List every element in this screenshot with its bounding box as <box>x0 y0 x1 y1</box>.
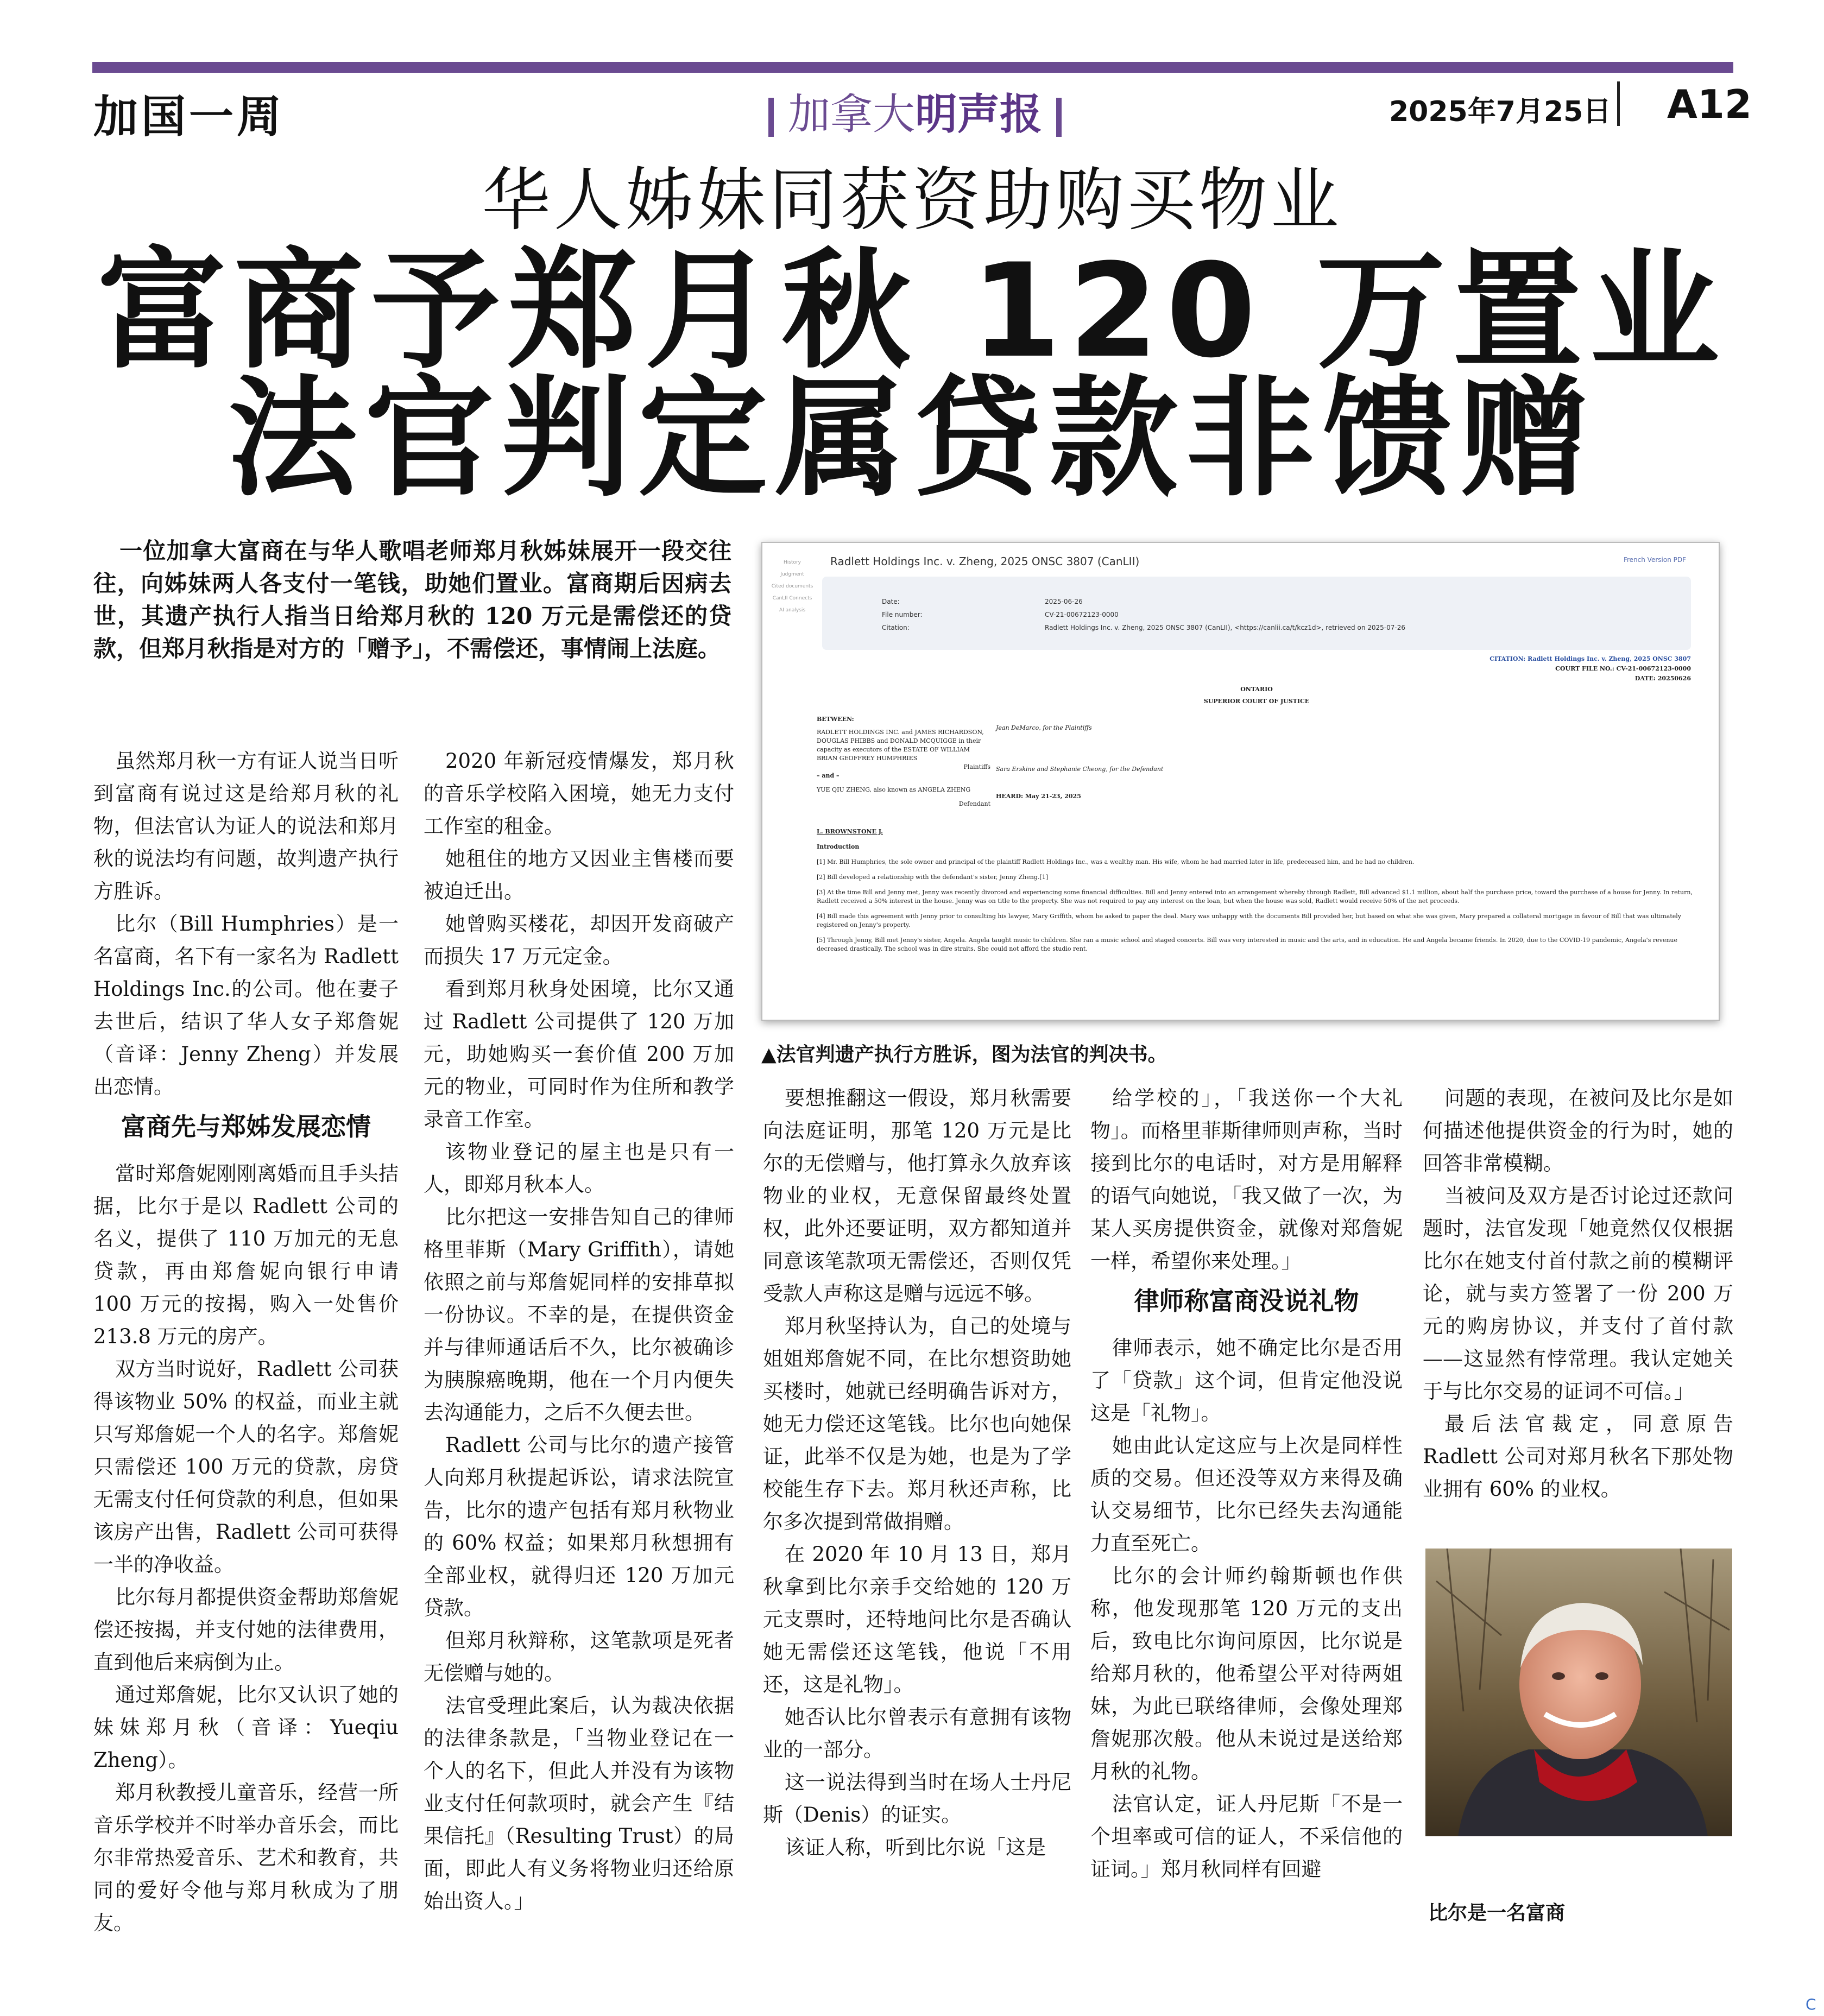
meta-label: Date: <box>882 598 900 605</box>
sidebar-item: AI analysis <box>779 608 806 613</box>
date-line: DATE: 20250626 <box>1634 675 1691 682</box>
headline-kicker: 华人姊妹同获资助购买物业 <box>482 160 1342 240</box>
section-name: 加国一周 <box>93 91 285 143</box>
paragraph: 比尔的会计师约翰斯顿也作供称，他发现那笔 120 万元的支出后，致电比尔询问原因，比尔说是给郑月秋的，他希望公平对待两姐妹，为此已联络律师，会像处理郑詹妮那次般。他从未说过是送给郑月秋的礼物。 <box>1090 1564 1403 1783</box>
paragraph: 當时郑詹妮刚刚离婚而且手头拮据，比尔于是以 Radlett 公司的名义，提供了 110 万加元的无息贷款，再由郑詹妮向银行申请 100 万元的按揭，购入一处售价 213.8 万元的房产。 <box>93 1162 399 1348</box>
judge-name: L. BROWNSTONE J. <box>817 828 883 835</box>
judgment-title: Radlett Holdings Inc. v. Zheng, 2025 ONSC 3807 (CanLII) <box>830 555 1140 568</box>
paragraph: 在 2020 年 10 月 13 日，郑月秋拿到比尔亲手交给她的 120 万元支票时，还特地问比尔是否确认她无需偿还这笔钱，他说「不用还，这是礼物」。 <box>763 1543 1071 1696</box>
judgment-paragraph: [1] Mr. Bill Humphries, the sole owner and principal of the plaintiff Radlett Holdings Inc., was a wealthy man. His wife, whom he had married later in life, predeceased him, and he had no children. <box>817 858 1415 865</box>
paragraph: 郑月秋教授儿童音乐，经营一所音乐学校并不时举办音乐会，而比尔非常热爱音乐、艺术和教育，共同的爱好令他与郑月秋成为了朋友。 <box>93 1781 399 1935</box>
subheading: 富商先与郑姊发展恋情 <box>121 1112 371 1141</box>
judgment-sidebar <box>768 557 817 616</box>
meta-label: File number: <box>882 611 923 618</box>
judgment-tools: French Version PDF <box>1623 556 1686 564</box>
counsel-defendant: Sara Erskine and Stephanie Cheong, for the Defendant <box>996 766 1164 773</box>
article-column-4 <box>1090 1082 1403 1886</box>
paragraph: 虽然郑月秋一方有证人说当日听到富商有说过这是给郑月秋的礼物，但法官认为证人的说法和郑月秋的说法均有问题，故判遗产执行方胜诉。 <box>93 749 399 903</box>
header-divider <box>1617 81 1620 126</box>
paragraph: 该物业登记的屋主也是只有一人，即郑月秋本人。 <box>424 1140 734 1196</box>
pub-divider <box>768 98 774 137</box>
paragraph: Radlett 公司与比尔的遗产接管人向郑月秋提起诉讼，请求法院宣告，比尔的遗产包括有郑月秋物业的 60% 权益；如果郑月秋想拥有全部业权，就得归还 120 万加元贷款。 <box>424 1433 734 1620</box>
headline-line-1: 富商予郑月秋 120 万置业 <box>97 236 1727 387</box>
lead-paragraph: 一位加拿大富商在与华人歌唱老师郑月秋姊妹展开一段交往往，向姊妹两人各支付一笔钱，助她们置业。富商期后因病去世，其遗产执行人指当日给郑月秋的 120 万元是需偿还的贷款，但郑月秋指是对方的「赠予」，不需偿还，事情闹上法庭。 <box>93 538 731 662</box>
sidebar-item: CanLII Connects <box>772 596 812 601</box>
paragraph: 该证人称，听到比尔说「这是 <box>785 1836 1046 1859</box>
sidebar-item: History <box>783 560 801 565</box>
judgment-paragraph: [5] Through Jenny, Bill met Jenny's sister, Angela. Angela taught music to children. She ran a music school and staged concerts. Bill was very interested in music and the arts, and in education. He and Angela became friends. In 2020, due to the COVID-19 pandemic, Angela's revenue decreased drastically. The school was in dire straits. She could not afford the studio rent. <box>817 937 1678 952</box>
court-name: SUPERIOR COURT OF JUSTICE <box>1203 698 1310 705</box>
paragraph: 律师表示，她不确定比尔是否用了「贷款」这个词，但肯定他没说这是「礼物」。 <box>1090 1336 1403 1425</box>
judgment-paragraph: [3] At the time Bill and Jenny met, Jenny was recently divorced and experiencing some financial difficulties. Bill and Jenny entered into an arrangement whereby through Radlett, Bill advanced $1.1 million, about half the purchase price, toward the purchase of a house for Jenny. In return, Radlett received a 50% interest in the house. Jenny was on title to the property. She was not required to pay any interest on the loan, but when the house was sold, Radlett would receive 50% of the net proceeds. <box>817 889 1693 905</box>
court-file-line: COURT FILE NO.: CV-21-00672123-0000 <box>1555 665 1691 672</box>
pub-name-bold: 明声报 <box>915 90 1043 139</box>
corner-mark: C <box>1806 1995 1816 2013</box>
citation-line: CITATION: Radlett Holdings Inc. v. Zheng, 2025 ONSC 3807 <box>1490 655 1691 662</box>
counsel <box>996 724 1213 801</box>
paragraph: 这一说法得到当时在场人士丹尼斯（Denis）的证实。 <box>763 1771 1071 1827</box>
judgment-meta <box>882 595 1405 634</box>
counsel-plaintiffs: Jean DeMarco, for the Plaintiffs <box>996 724 1092 731</box>
paragraph: 比尔每月都提供资金帮助郑詹妮偿还按揭，并支付她的法律费用，直到他后来病倒为止。 <box>93 1585 399 1674</box>
article-column-3 <box>763 1082 1071 1864</box>
paragraph: 最后法官裁定，同意原告 Radlett 公司对郑月秋名下那处物业拥有 60% 的业权。 <box>1423 1412 1733 1501</box>
paragraph: 比尔把这一安排告知自己的律师格里菲斯（Mary Griffith），请她依照之前与郑詹妮同样的安排草拟一份协议。不幸的是，在提供资金并与律师通话后不久，比尔被确诊为胰腺癌晚期，他在一个月内便失去沟通能力，之后不久便去世。 <box>424 1205 734 1424</box>
heard-dates: HEARD: May 21-23, 2025 <box>996 793 1081 800</box>
meta-label: Citation: <box>882 624 910 631</box>
paragraph: 看到郑月秋身处困境，比尔又通过 Radlett 公司提供了 120 万加元，助她购买一套价值 200 万加元的物业，可同时作为住所和教学录音工作室。 <box>424 977 734 1131</box>
paragraph: 比尔（Bill Humphries）是一名富商，名下有一家名为 Radlett Holdings Inc.的公司。他在妻子去世后，结识了华人女子郑詹妮（音译：Jenny Zheng）并发展出恋情。 <box>93 912 399 1098</box>
paragraph: 法官受理此案后，认为裁决依据的法律条款是，「当物业登记在一个人的名下，但此人并没有为该物业支付任何款项时，就会产生『结果信托』（Resulting Trust）的局面，即此人有义务将物业归还给原始出资人。」 <box>424 1694 734 1913</box>
photo-caption: 比尔是一名富商 <box>1428 1902 1566 1924</box>
between-label: BETWEEN: <box>817 716 854 723</box>
headline-line-2: 法官判定属贷款非馈赠 <box>228 364 1596 514</box>
paragraph: 郑月秋坚持认为，自己的处境与姐姐郑詹妮不同，在比尔想资助她买楼时，她就已经明确告诉对方，她无力偿还这笔钱。比尔也向她保证，此举不仅是为她，也是为了学校能生存下去。郑月秋还声称，比尔多次提到常做捐赠。 <box>763 1314 1071 1533</box>
paragraph: 但郑月秋辩称，这笔款项是死者无偿赠与她的。 <box>424 1629 734 1685</box>
header-accent-bar <box>92 62 1733 73</box>
pub-divider <box>1056 98 1062 137</box>
subheading: 律师称富商没说礼物 <box>1134 1286 1359 1316</box>
judgment-paragraph: [4] Bill made this agreement with Jenny prior to consulting his lawyer, Mary Griffith, whom he asked to paper the deal. Mary was unhappy with the documents Bill provided her, but based on what she was given, Mary prepared a collateral mortgage in favour of Bill that was ultimately registered on Jenny's property. <box>817 913 1681 928</box>
paragraph: 她否认比尔曾表示有意拥有该物业的一部分。 <box>763 1705 1071 1761</box>
paragraph: 她由此认定这应与上次是同样性质的交易。但还没等双方来得及确认交易细节，比尔已经失去沟通能力直至死亡。 <box>1090 1434 1403 1555</box>
judgment-paragraph: [2] Bill developed a relationship with the defendant's sister, Jenny Zheng.[1] <box>817 874 1049 881</box>
article-column-5 <box>1423 1082 1733 1506</box>
paragraph: 她租住的地方又因业主售楼而要被迫迁出。 <box>424 847 734 903</box>
paragraph: 她曾购买楼花，却因开发商破产而损失 17 万元定金。 <box>424 912 734 968</box>
meta-value: 2025-06-26 <box>1045 598 1083 605</box>
defendant: YUE QIU ZHENG, also known as ANGELA ZHENG <box>817 786 971 793</box>
meta-value: Radlett Holdings Inc. v. Zheng, 2025 ONSC 3807 (CanLII), <https://canlii.ca/t/kcz1d>, retrieved on 2025-07-26 <box>1045 624 1405 631</box>
paragraph: 法官认定，证人丹尼斯「不是一个坦率或可信的证人，不采信他的证词。」郑月秋同样有回避 <box>1090 1792 1403 1881</box>
and-separator: – and – <box>817 772 840 779</box>
article-column-2 <box>424 745 734 1918</box>
defendant-label: Defendant <box>958 800 990 807</box>
paragraph: 问题的表现，在被问及比尔是如何描述他提供资金的行为时，她的回答非常模糊。 <box>1423 1086 1733 1175</box>
judgment-paragraphs <box>817 858 1696 960</box>
citation-block <box>1490 654 1691 684</box>
plaintiffs: RADLETT HOLDINGS INC. and JAMES RICHARDSON, DOUGLAS PHIBBS and DONALD MCQUIGGE in their capacity as executors of the ESTATE OF WILLIAM BRIAN GEOFFREY HUMPHRIES <box>817 729 984 762</box>
meta-value: CV-21-00672123-0000 <box>1045 611 1119 618</box>
portrait-photo <box>1425 1549 1732 1836</box>
jurisdiction: ONTARIO <box>1240 686 1273 693</box>
page-number: A12 <box>1667 81 1752 127</box>
paragraph: 2020 年新冠疫情爆发，郑月秋的音乐学校陷入困境，她无力支付工作室的租金。 <box>424 749 734 838</box>
sidebar-item: Cited documents <box>771 584 813 589</box>
paragraph: 当被问及双方是否讨论过还款问题时，法官发现「她竟然仅仅根据比尔在她支付首付款之前的模糊评论，就与卖方签署了一份 200 万元的购房协议，并支付了首付款——这显然有悖常理。我认定她关于与比尔交易的证词不可信。」 <box>1423 1184 1733 1403</box>
court-judgment-screenshot <box>761 542 1720 1021</box>
image-caption: ▲法官判遗产执行方胜诉，图为法官的判决书。 <box>761 1044 1167 1066</box>
parties <box>817 715 990 808</box>
paragraph: 要想推翻这一假设，郑月秋需要向法庭证明，那笔 120 万元是比尔的无偿赠与，他打算永久放弃该物业的业权，无意保留最终处置权，此外还要证明，双方都知道并同意该笔款项无需偿还，否则仅凭受款人声称这是赠与远远不够。 <box>763 1086 1071 1305</box>
section-heading: Introduction <box>817 843 860 850</box>
publication-name <box>739 80 1091 141</box>
paragraph: 双方当时说好，Radlett 公司获得该物业 50% 的权益，而业主就只写郑詹妮一个人的名字。郑詹妮只需偿还 100 万元的贷款，房贷无需支付任何贷款的利息，但如果该房产出售，Radlett 公司可获得一半的净收益。 <box>93 1357 399 1576</box>
paragraph: 给学校的」，「我送你一个大礼物」。而格里菲斯律师则声称，当时接到比尔的电话时，对方是用解释的语气向她说，「我又做了一次，为某人买房提供资金，就像对郑詹妮一样，希望你来处理。」 <box>1090 1086 1403 1273</box>
pub-prefix: 加拿大 <box>787 90 915 139</box>
issue-date: 2025年7月25日 <box>1389 96 1612 128</box>
article-column-1 <box>93 745 399 1939</box>
sidebar-item: Judgment <box>780 572 804 577</box>
paragraph: 通过郑詹妮，比尔又认识了她的妹妹郑月秋（音译：Yueqiu Zheng）。 <box>93 1683 399 1772</box>
plaintiffs-label: Plaintiffs <box>963 763 990 770</box>
